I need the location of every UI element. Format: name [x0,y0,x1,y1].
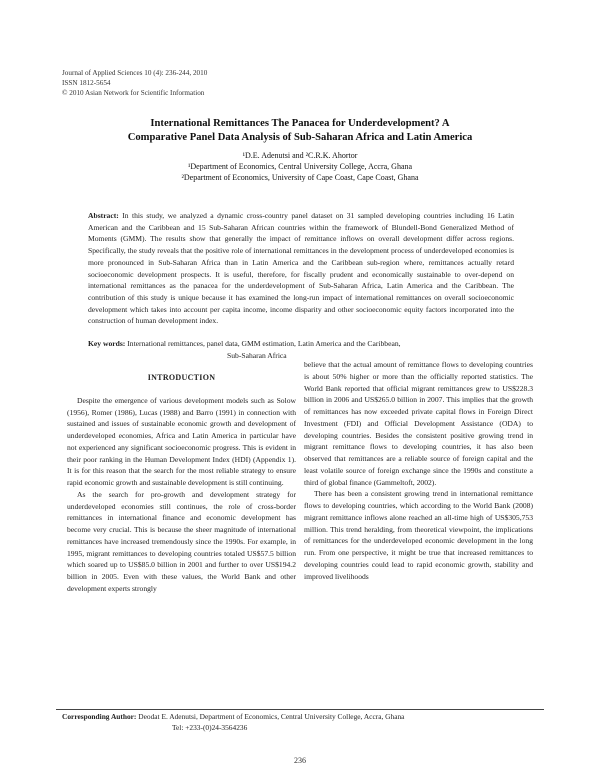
corresponding-author-tel: Tel: +233-(0)24-3564236 [172,722,248,732]
journal-header [62,68,207,98]
keywords-label: Key words: [88,339,126,348]
journal-citation: Journal of Applied Sciences 10 (4): 236-244, 2010 [62,69,208,77]
intro-paragraph-2: As the search for pro-growth and development strategy for underdeveloped economies still continues, the role of cross-border remittances in international finance and economic development has become very crucial. This is because the sheer magnitude of international remittances have increased tremendously since the 1990s. For example, in 1995, migrant remittances to developing countries totaled US$57.5 billion which soared up to US$85.0 billion in 2001 and further to over US$194.2 billion in 2005. Even with these values, the World Bank and other development experts strongly [67,489,296,593]
introduction-heading: INTRODUCTION [147,373,216,382]
abstract-label: Abstract: [88,211,119,220]
author-names: ¹D.E. Adenutsi and ²C.R.K. Ahortor [242,151,358,160]
title-line-2: Comparative Panel Data Analysis of Sub-Saharan Africa and Latin America [127,132,473,143]
abstract [88,210,514,327]
page-number: 236 [294,756,306,765]
journal-copyright: © 2010 Asian Network for Scientific Information [62,89,205,97]
journal-issn: ISSN 1812-5654 [62,79,111,87]
keywords-line-1: International remittances, panel data, GMM estimation, Latin America and the Caribbean, [127,339,401,348]
author-block [60,150,540,183]
left-column [67,362,296,595]
footer-rule [56,709,544,710]
affiliation-1: ¹Department of Economics, Central University College, Accra, Ghana [187,162,413,171]
title-line-1: International Remittances The Panacea for Underdevelopment? A [150,118,450,129]
right-column [304,359,533,582]
affiliation-2: ²Department of Economics, University of Cape Coast, Cape Coast, Ghana [181,173,419,182]
abstract-text: In this study, we analyzed a dynamic cross-country panel dataset on 31 sampled developing countries including 16 Latin American and the Caribbean and 15 Sub-Saharan African countries within the framework of Blundell-Bond Generalized Method of Moments (GMM). The results show that generally the impact of remittance inflows on overall development differ across regions. Specifically, the study reveals that the positive role of international remittances in the development process of underdeveloped economies is more pronounced in Sub-Saharan Africa than in Latin America and the Caribbean sub-region where, remittances actually retard socioeconomic development prospects. It is useful, therefore, for fiscally prudent and economically sustainable to over-depend on international remittances as the panacea for the underdevelopment of Sub-Saharan Africa, Latin America and the Caribbean. The contribution of this study is unique because it has examined the long-run impact of international remittances on overall socioeconomic development which takes into account per capita income, income disparity and other socioeconomic equity factors incorporated into the construction of human development index. [88,211,514,326]
intro-paragraph-3: believe that the actual amount of remittance flows to developing countries is about 50% higher or more than the officially reported statistics. The World Bank reported that official migrant remittances grew to US$228.3 billion in 2006 and US$265.0 billion in 2007. This implies that the growth of remittances has now exceeded private capital flows in Foreign Direct Investment (FDI) and Official Development Assistance (ODA) to developing countries. Besides the consistent positive growing trend in migrant remittance flows to developing countries, it has also been observed that remittances are a reliable source of foreign capital and the least volatile source of foreign exchange since the 1990s and constitute a third of global finance (Gammeltoft, 2002). [304,360,533,487]
intro-paragraph-4: There has been a consistent growing trend in international remittance flows to developing countries, which according to the World Bank (2008) migrant remittance inflows alone reached an all-time high of US$305,753 million. This trend heralding, from theoretical viewpoint, the implications of remittances for the underdeveloped economic development in the long run. From one perspective, it might be true that increased remittances to developing countries could lead to rapid economic growth, stability and improved livelihoods [304,489,533,581]
corresponding-author [62,712,404,733]
keywords-line-2: Sub-Saharan Africa [227,351,287,360]
paper-title [60,117,540,145]
corresponding-author-address: Deodat E. Adenutsi, Department of Economics, Central University College, Accra, Ghana [138,712,405,721]
corresponding-author-label: Corresponding Author: [62,712,137,721]
intro-paragraph-1: Despite the emergence of various development models such as Solow (1956), Romer (1986), Lucas (1988) and Barro (1991) in connection with sustained and issues of sustainable economic growth and development of underdeveloped economies, Africa and Latin America in particular have not experienced any significant socioeconomic progress. This is evident in their poor ranking in the Human Development Index (HDI) (Appendix 1). It is for this reason that the search for the most reliable strategy to ensure rapid economic growth and sustainable development is still continuing. [67,395,296,487]
